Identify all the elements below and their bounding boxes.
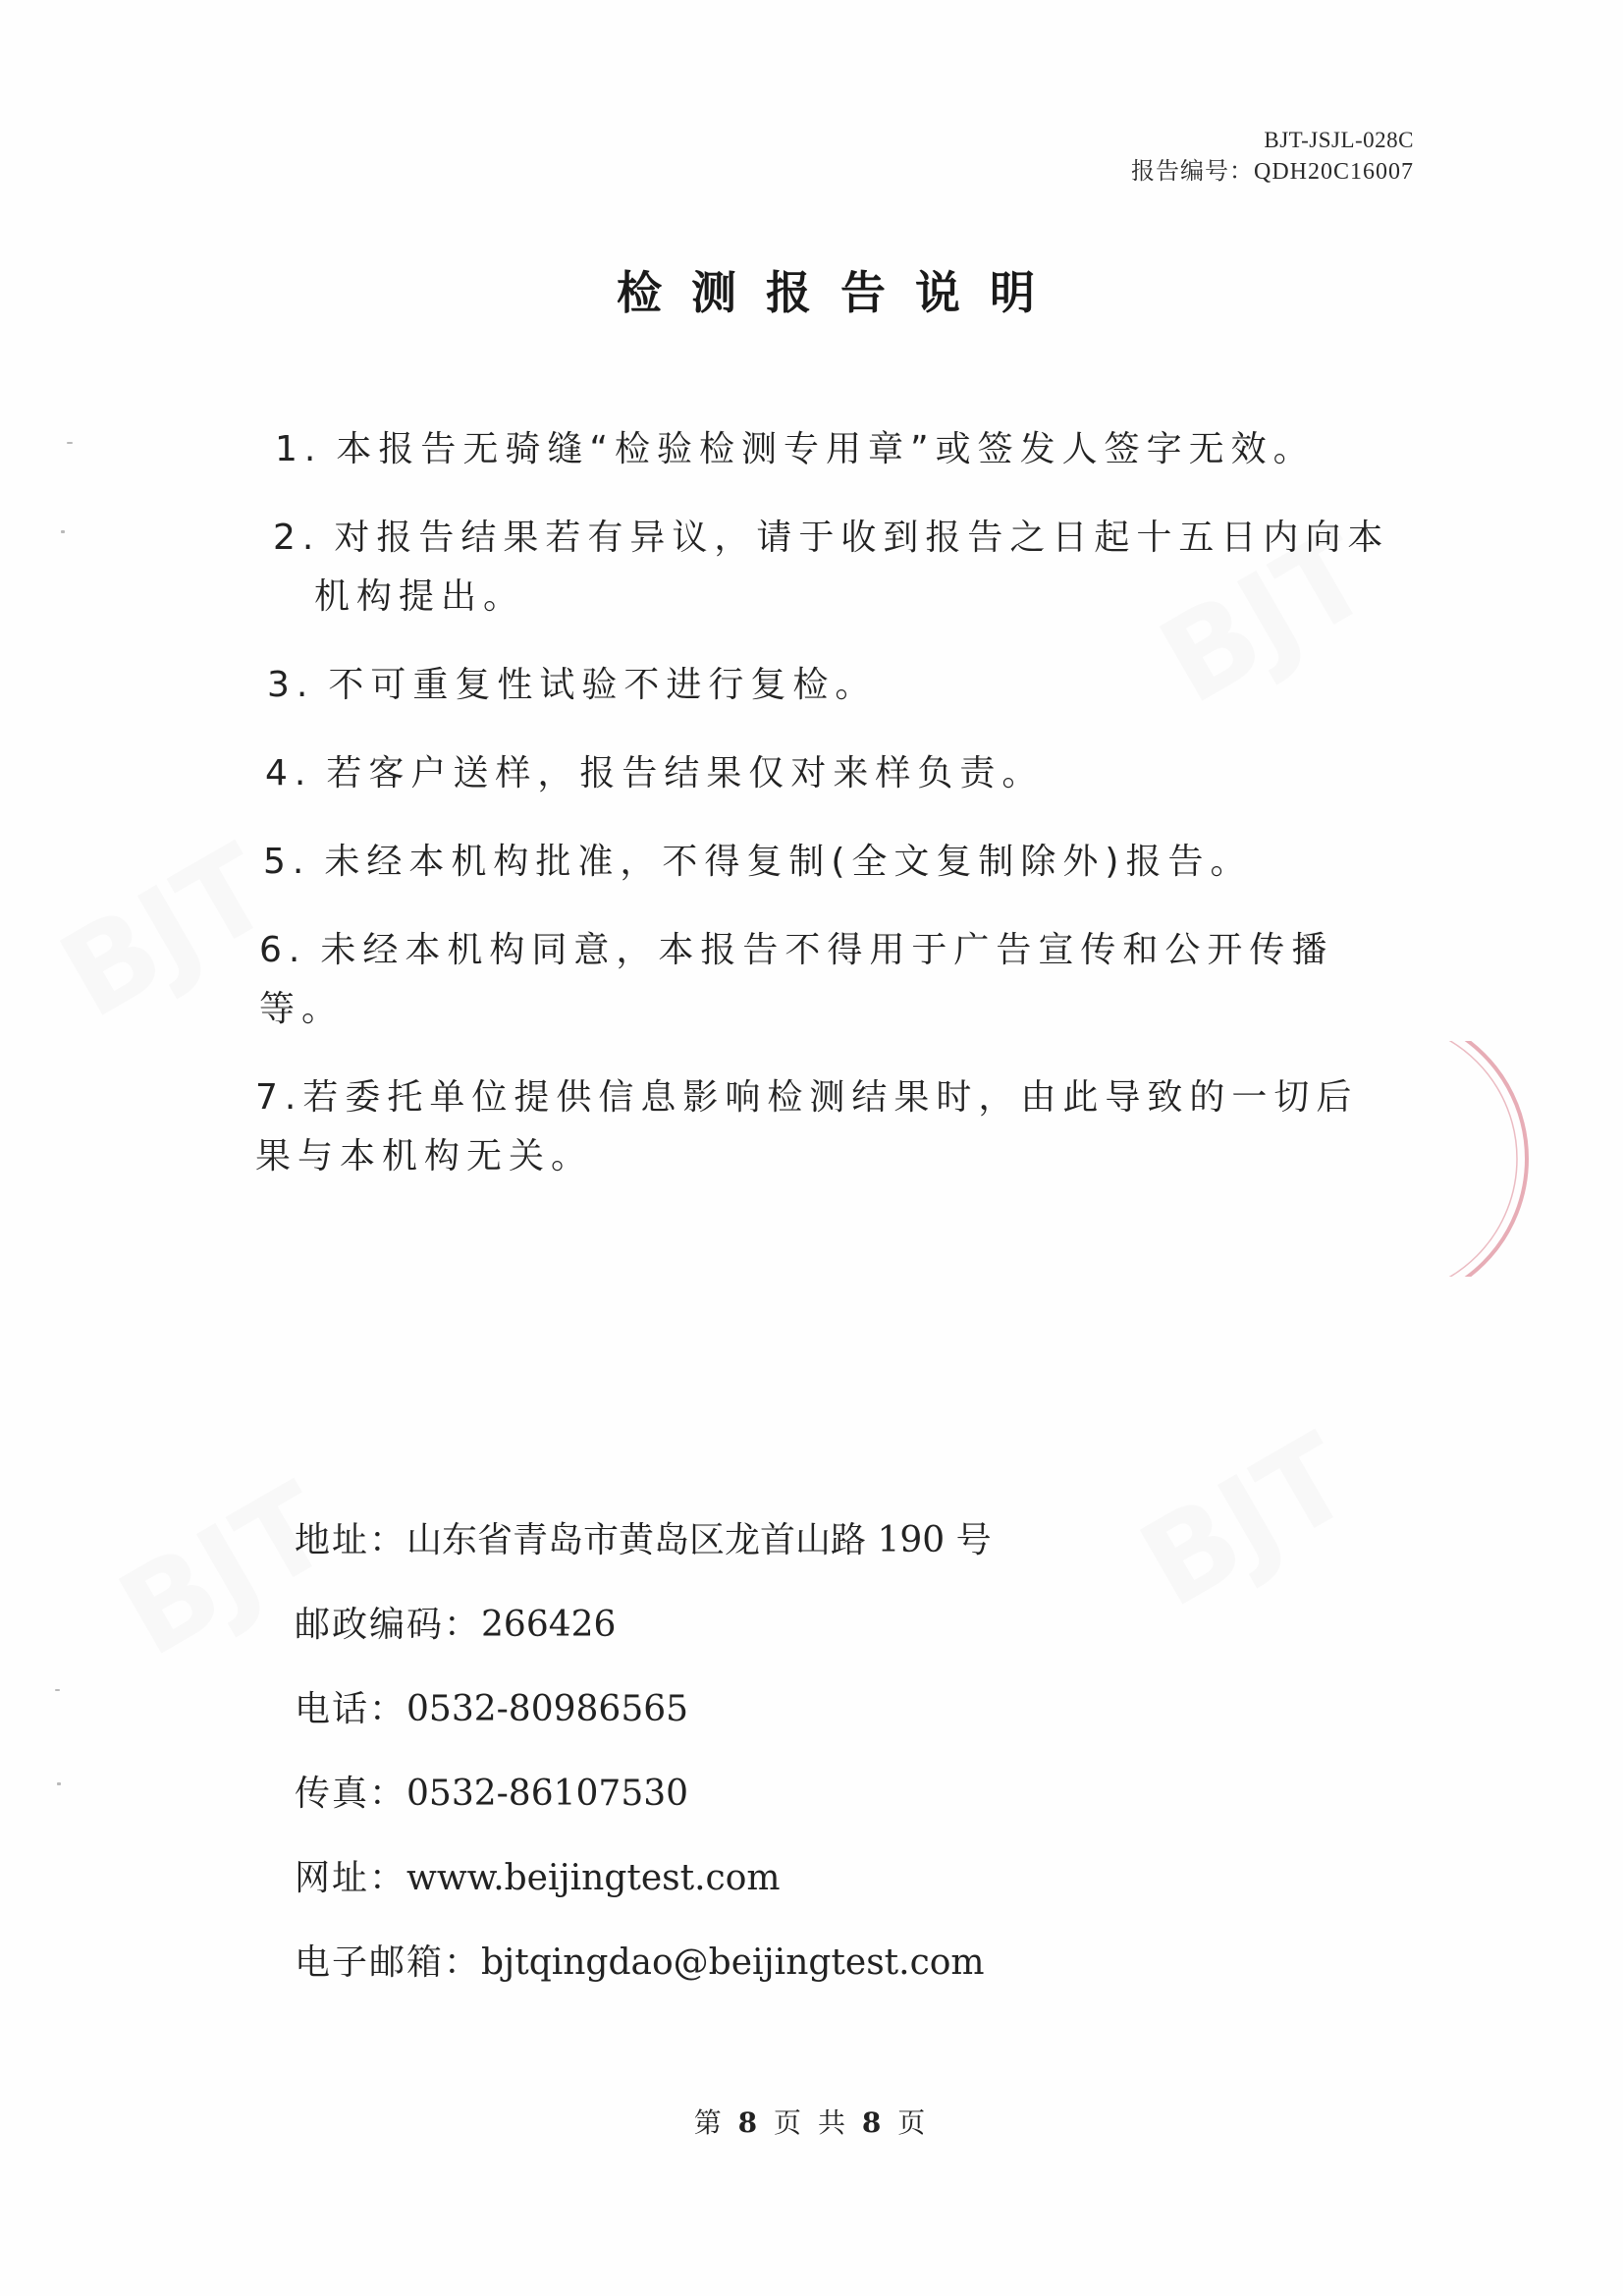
- term-item: [255, 744, 1399, 803]
- page-title: 检测报告说明: [617, 266, 1064, 319]
- terms-list: [255, 420, 1399, 1216]
- term-number: 5.: [263, 842, 311, 882]
- term-number: 3.: [267, 665, 315, 705]
- term-item: [255, 833, 1399, 892]
- scan-speck: [55, 1689, 60, 1691]
- term-text-continued: 等。: [259, 989, 345, 1029]
- term-number: 4.: [265, 753, 313, 793]
- term-text: 未经本机构同意，本报告不得用于广告宣传和公开传播: [320, 930, 1334, 970]
- scan-speck: [67, 442, 73, 444]
- term-text-continued: 机构提出。: [314, 576, 526, 617]
- term-text: 不可重复性试验不进行复检。: [328, 665, 878, 705]
- term-text-continued: 果与本机构无关。: [255, 1136, 594, 1176]
- contact-info: [295, 1512, 992, 2019]
- seal-stamp: [1419, 1041, 1576, 1277]
- scan-speck: [61, 530, 65, 533]
- term-item: [255, 509, 1399, 627]
- page-total: 8: [861, 2106, 886, 2139]
- fax-value: 0532-86107530: [406, 1774, 689, 1814]
- scan-speck: [57, 1782, 61, 1785]
- term-item: [255, 420, 1399, 479]
- term-text: 若客户送样，报告结果仅对来样负责。: [326, 753, 1045, 793]
- phone-value: 0532-80986565: [406, 1689, 689, 1729]
- fax-label: 传真：: [295, 1774, 407, 1814]
- page-suffix: 页: [897, 2106, 930, 2139]
- term-item: [255, 921, 1399, 1039]
- term-text: 对报告结果若有异议，请于收到报告之日起十五日内向本: [334, 518, 1390, 558]
- page-prefix: 第: [693, 2106, 726, 2139]
- fax-row: [295, 1766, 992, 1823]
- address-value: 山东省青岛市黄岛区龙首山路 190 号: [406, 1520, 992, 1560]
- term-text: 若委托单位提供信息影响检测结果时，由此导致的一切后: [302, 1077, 1359, 1118]
- website-label: 网址：: [295, 1858, 407, 1898]
- website-link[interactable]: www.beijingtest.com: [406, 1858, 781, 1898]
- term-item: [255, 656, 1399, 715]
- term-number: 7.: [255, 1077, 303, 1118]
- term-number: 1.: [275, 429, 323, 469]
- term-number: 2.: [273, 518, 321, 558]
- form-code: BJT-JSJL-028C: [1264, 128, 1414, 152]
- report-number-label: 报告编号：: [1130, 159, 1254, 185]
- page-number: [0, 2102, 1623, 2141]
- term-text: 未经本机构批准，不得复制(全文复制除外)报告。: [324, 842, 1253, 882]
- email-label: 电子邮箱：: [295, 1942, 482, 1983]
- postcode-value: 266426: [481, 1605, 617, 1645]
- postcode-label: 邮政编码：: [295, 1605, 482, 1645]
- term-number: 6.: [259, 930, 307, 970]
- phone-row: [295, 1681, 992, 1738]
- postcode-row: [295, 1597, 992, 1654]
- report-number: [1131, 155, 1414, 189]
- term-text: 本报告无骑缝“检验检测专用章”或签发人签字无效。: [336, 429, 1316, 469]
- phone-label: 电话：: [295, 1689, 407, 1729]
- header-codes: [1131, 126, 1414, 189]
- address-row: [295, 1512, 992, 1569]
- page-current: 8: [737, 2106, 762, 2139]
- report-number-value: QDH20C16007: [1253, 159, 1414, 185]
- address-label: 地址：: [295, 1520, 407, 1560]
- term-item: [255, 1068, 1399, 1186]
- watermark: [1119, 1409, 1373, 1634]
- page-mid: 页 共: [774, 2106, 849, 2139]
- email-link[interactable]: bjtqingdao@beijingtest.com: [481, 1942, 985, 1983]
- website-row: [295, 1850, 992, 1907]
- email-row: [295, 1935, 992, 1992]
